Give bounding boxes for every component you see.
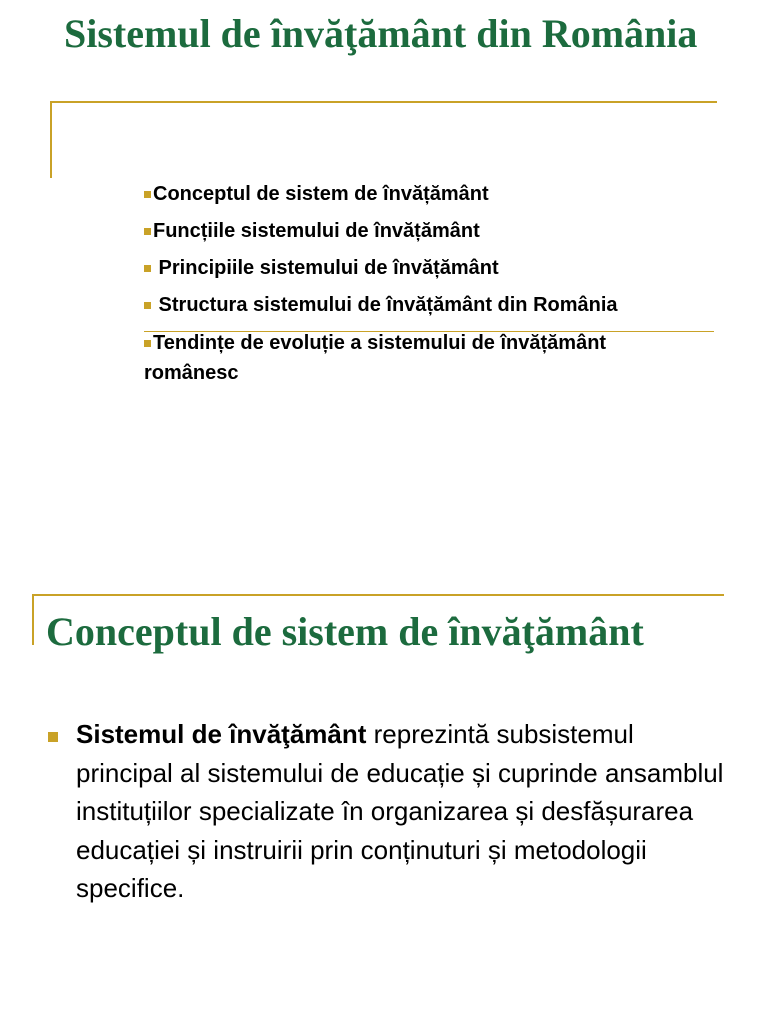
square-bullet-icon [144,340,151,347]
topics-list [144,176,704,388]
list-item: Structura sistemului de învățământ din România [144,287,704,324]
title-underline [50,101,717,103]
definition-text: reprezintă subsistemul principal al sistemului de educație și cuprinde ansamblul instituțiilor specializate în organizarea și desfășurarea educației și instruirii prin conținuturi și metodologii specifice. [76,719,724,903]
square-bullet-icon [144,228,151,235]
square-bullet-icon [144,302,151,309]
list-item: Conceptul de sistem de învățământ [144,176,704,213]
slide-1-title: Sistemul de învăţământ din România [64,11,698,56]
square-bullet-icon [144,191,151,198]
square-bullet-icon [48,732,58,742]
title-side-line [50,102,52,178]
list-item: Funcțiile sistemului de învățământ [144,213,704,250]
square-bullet-icon [144,265,151,272]
definition-term: Sistemul de învăţământ [76,719,367,749]
title-side-line [32,595,34,645]
list-item: Tendințe de evoluție a sistemului de învățământ românesc [144,332,607,384]
slide-2-title: Conceptul de sistem de învăţământ [46,609,644,654]
definition-paragraph [76,715,736,908]
title-overline [32,594,724,596]
list-item: Principiile sistemului de învățământ [144,250,704,287]
